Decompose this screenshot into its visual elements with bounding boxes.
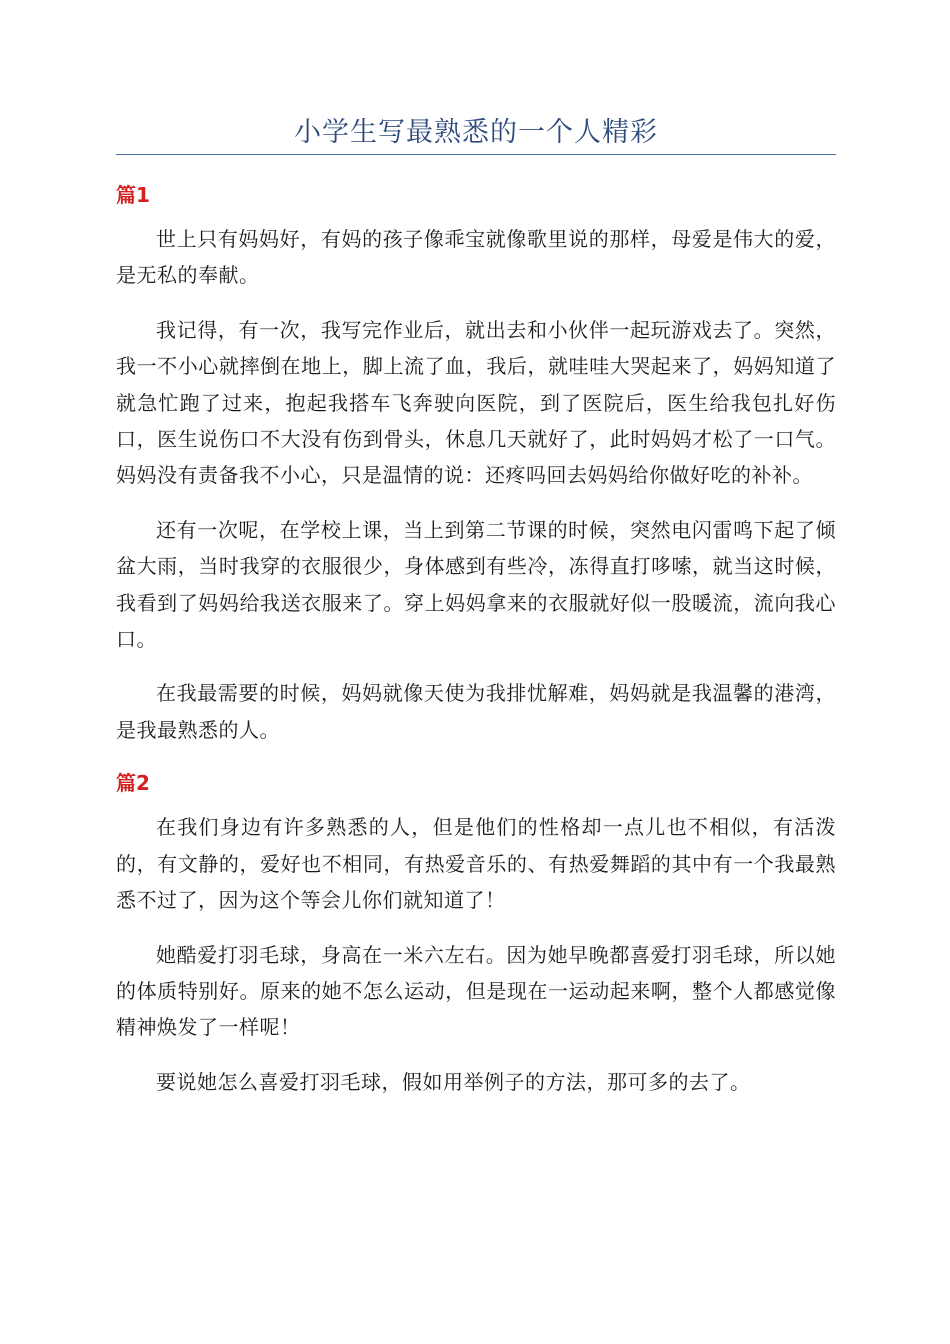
section-2 [116,768,836,1100]
paragraph: 我记得，有一次，我写完作业后，就出去和小伙伴一起玩游戏去了。突然，我一不小心就摔倒在地上，脚上流了血，我后，就哇哇大哭起来了，妈妈知道了就急忙跑了过来，抱起我搭车飞奔驶向医院，到了医院后，医生给我包扎好伤口，医生说伤口不大没有伤到骨头，休息几天就好了，此时妈妈才松了一口气。妈妈没有责备我不小心，只是温情的说：还疼吗回去妈妈给你做好吃的补补。 [116,317,836,488]
paragraph: 世上只有妈妈好，有妈的孩子像乖宝就像歌里说的那样，母爱是伟大的爱，是无私的奉献。 [116,227,836,288]
document-title: 小学生写最熟悉的一个人精彩 [294,117,658,148]
paragraph: 还有一次呢，在学校上课，当上到第二节课的时候，突然电闪雷鸣下起了倾盆大雨，当时我穿的衣服很少，身体感到有些冷，冻得直打哆嗦，就当这时候，我看到了妈妈给我送衣服来了。穿上妈妈拿来的衣服就好似一股暖流，流向我心口。 [116,517,836,652]
section-heading: 篇2 [116,771,150,796]
title-divider [116,154,836,155]
paragraph: 她酷爱打羽毛球，身高在一米六左右。因为她早晚都喜爱打羽毛球，所以她的体质特别好。原来的她不怎么运动，但是现在一运动起来啊，整个人都感觉像精神焕发了一样呢！ [116,942,836,1040]
paragraph: 在我们身边有许多熟悉的人，但是他们的性格却一点儿也不相似，有活泼的，有文静的，爱好也不相同，有热爱音乐的、有热爱舞蹈的其中有一个我最熟悉不过了，因为这个等会儿你们就知道了！ [116,815,836,913]
paragraph: 要说她怎么喜爱打羽毛球，假如用举例子的方法，那可多的去了。 [156,1069,751,1094]
section-1 [116,180,836,748]
document-body [116,180,836,1118]
paragraph: 在我最需要的时候，妈妈就像天使为我排忧解难，妈妈就是我温馨的港湾，是我最熟悉的人。 [116,681,836,742]
section-heading: 篇1 [116,183,150,207]
